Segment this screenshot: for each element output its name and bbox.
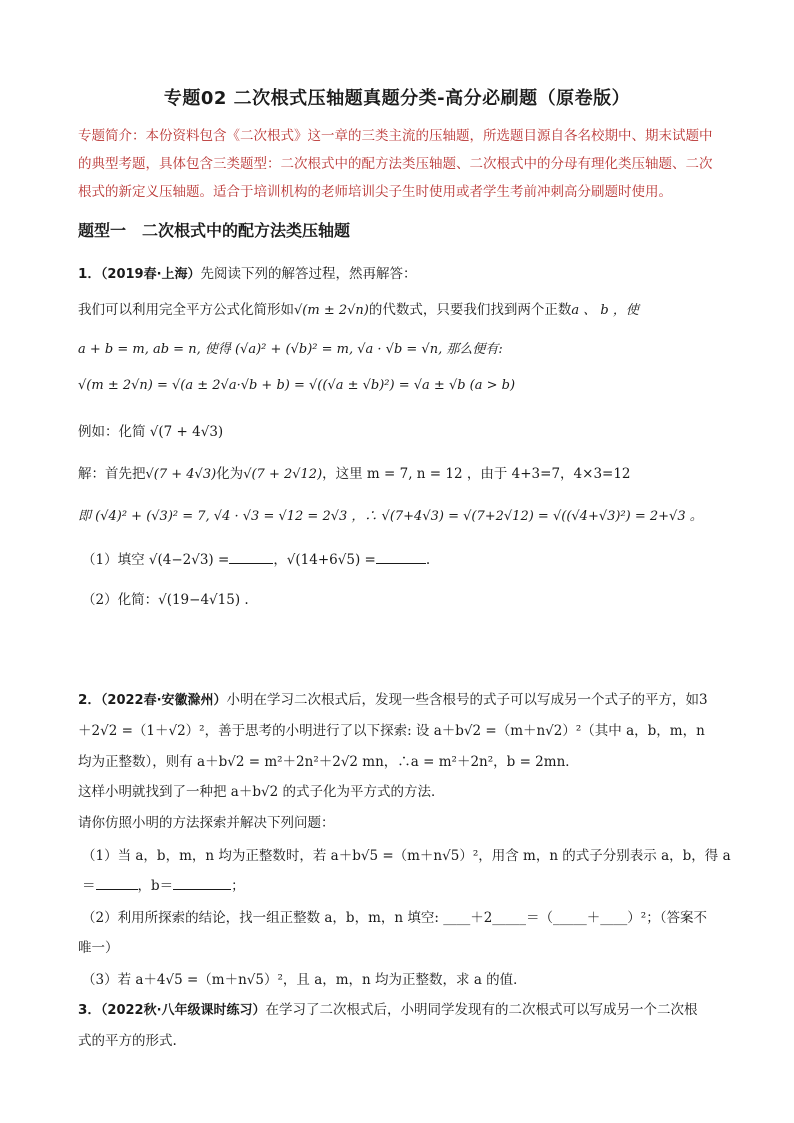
section-heading: 题型一 二次根式中的配方法类压轴题 xyxy=(78,221,351,240)
q1-text: （1）填空 √(4−2√3) = xyxy=(82,552,230,568)
q2-line-4: 这样小明就找到了一种把 a＋b√2 的式子化为平方式的方法． xyxy=(78,784,445,800)
q2-text: 小明在学习二次根式后，发现一些含根号的式子可以写成另一个式子的平方，如3 xyxy=(226,692,708,708)
intro-paragraph: 专题简介：本份资料包含《二次根式》这一章的三类主流的压轴题，所选题目源自各名校期中、期末试题中的典型考题，具体包含三类题型：二次根式中的配方法类压轴题、二次根式中的分母有理化类压轴题、二次根式的新定义压轴题。适合于培训机构的老师培训尖子生时使用或者学生考前冲刺高分刷题时使用。 xyxy=(78,128,713,200)
q1-solution xyxy=(78,462,728,482)
q1-line-3: a + b = m, ab = n, 使得 (√a)² + (√b)² = m, √a · √b = √n, 那么便有: xyxy=(78,342,503,357)
q2-text: ，b＝ xyxy=(137,878,174,894)
q1-formula: a 、 b ，使 xyxy=(571,303,639,318)
q1-part-1 xyxy=(82,548,732,568)
q2-part-2-cont: 唯一） xyxy=(78,940,119,956)
q2-text: ＝ xyxy=(82,878,96,894)
q1-part-2: （2）化简：√(19−4√15) . xyxy=(82,592,249,608)
q3-line-2: 式的平方的形式. xyxy=(78,1033,177,1049)
q1-text: 化为 xyxy=(216,466,244,482)
q2-line-1 xyxy=(78,688,728,708)
answer-blank[interactable] xyxy=(376,551,426,564)
q1-stem: 先阅读下列的解答过程，然再解答： xyxy=(200,266,417,282)
q1-formula: √(7 + 4√3) xyxy=(145,467,217,482)
q1-formula: √(m ± 2√n) xyxy=(294,303,369,318)
page-title: 专题02 二次根式压轴题真题分类-高分必刷题（原卷版） xyxy=(163,88,631,109)
q1-source: （2019春·上海） xyxy=(100,267,201,282)
q1-line-4: √(m ± 2√n) = √(a ± 2√a·√b + b) = √((√a ± √b)²) = √a ± √b (a > b) xyxy=(78,378,516,393)
q2-source: （2022春·安徽滁州） xyxy=(100,693,227,708)
q1-text: 解：首先把 xyxy=(78,466,146,482)
q2-line-5: 请你仿照小明的方法探索并解决下列问题： xyxy=(78,815,335,831)
q2-line-3: 均为正整数），则有 a＋b√2 = m²＋2n²＋2√2 mn，∴a = m²＋2n²，b = 2mn． xyxy=(78,754,579,770)
q1-formula: √(7 + 2√12) xyxy=(243,467,323,482)
q1-text: . xyxy=(425,552,431,568)
q3-source: （2022秋·八年级课时练习） xyxy=(100,1003,266,1018)
answer-blank[interactable] xyxy=(96,877,138,890)
q2-part-1-answers xyxy=(82,874,732,894)
q2-part-2: （2）利用所探索的结论，找一组正整数 a，b，m，n 填空: ____＋2_____＝（_____＋____）²；（答案不 xyxy=(82,910,707,926)
q1-header xyxy=(78,262,728,282)
q1-number: 1． xyxy=(78,266,101,282)
q3-text: 在学习了二次根式后，小明同学发现有的二次根式可以写成另一个二次根 xyxy=(265,1002,698,1018)
q3-line-1 xyxy=(78,998,728,1018)
q1-text: ，√(14+6√5) = xyxy=(273,552,376,568)
q1-derivation: 即 (√4)² + (√3)² = 7, √4 · √3 = √12 = 2√3 ，∴ √(7+4√3) = √(7+2√12) = √((√4+√3)²) = 2+√3 。 xyxy=(78,509,703,524)
q1-text: 我们可以利用完全平方公式化简形如 xyxy=(78,302,294,318)
q1-text: 的代数式，只要我们找到两个正数 xyxy=(368,302,572,318)
q1-example: 例如：化简 √(7 + 4√3) xyxy=(78,424,224,440)
q2-part-3: （3）若 a＋4√5 =（m＋n√5）²，且 a，m，n 均为正整数，求 a 的值． xyxy=(82,972,527,988)
q1-text: ，这里 m = 7, n = 12 ，由于 4+3=7，4×3=12 xyxy=(322,466,631,482)
q2-line-2: ＋2√2 =（1＋√2）²，善于思考的小明进行了以下探索: 设 a＋b√2 =（m＋n√2）²（其中 a，b，m，n xyxy=(78,723,705,739)
q1-line-2 xyxy=(78,298,728,318)
q3-number: 3． xyxy=(78,1002,101,1018)
q2-number: 2． xyxy=(78,692,101,708)
answer-blank[interactable] xyxy=(173,877,231,890)
q2-part-1: （1）当 a，b，m，n 均为正整数时，若 a＋b√5 =（m＋n√5）²，用含 m，n 的式子分别表示 a，b，得 a xyxy=(82,848,731,864)
q2-text: ； xyxy=(231,878,245,894)
answer-blank[interactable] xyxy=(229,551,273,564)
